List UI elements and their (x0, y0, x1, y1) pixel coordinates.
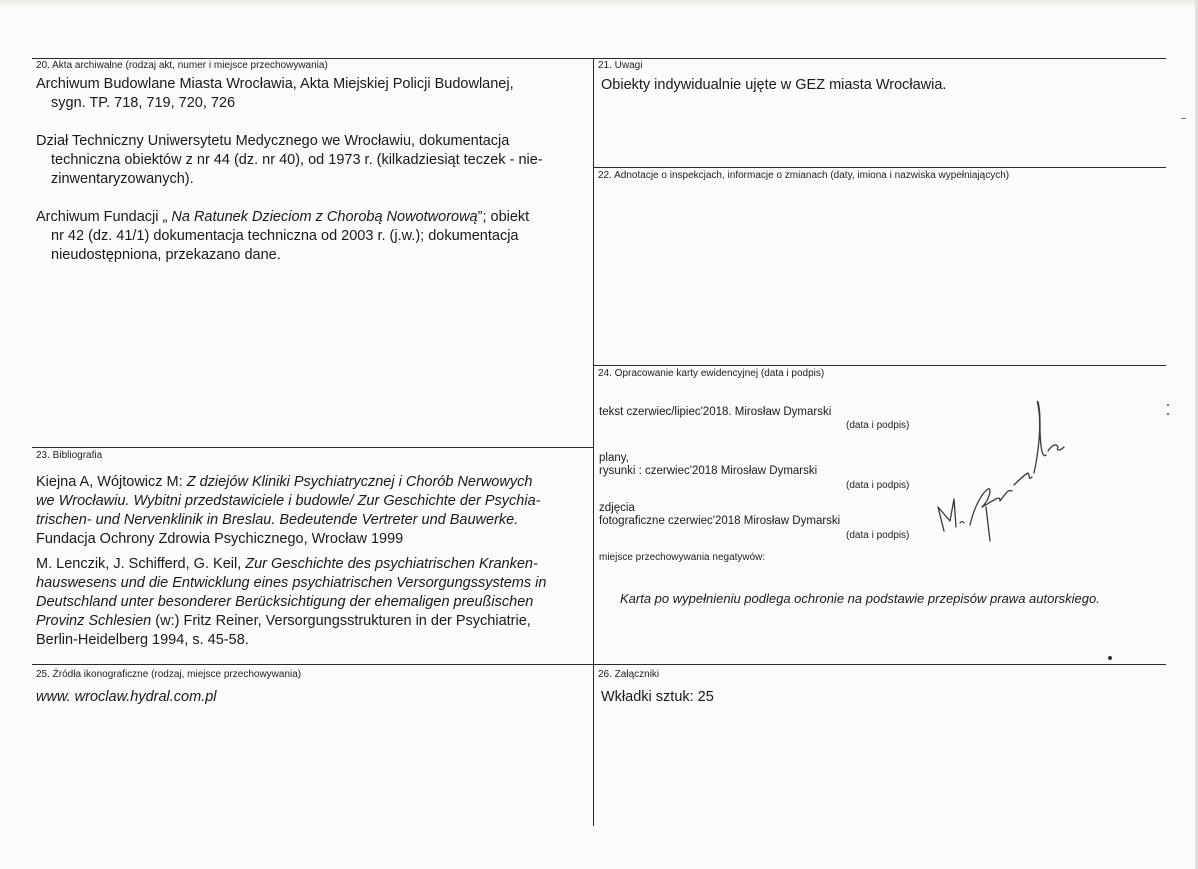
sec20-entry3-line2: nr 42 (dz. 41/1) dokumentacja techniczna od 2003 r. (j.w.); dokumentacja (51, 228, 519, 244)
sec20-entry2-line1: Dział Techniczny Uniwersytetu Medycznego we Wrocławiu, dokumentacja (36, 133, 510, 149)
rule-21-22 (594, 167, 1166, 168)
sec23-b2-line1: M. Lenczik, J. Schifferd, G. Keil, Zur Geschichte des psychiatrischen Kranken- (36, 556, 538, 572)
sec24-miejsce-negatywow: miejsce przechowywania negatywów: (599, 552, 766, 563)
sec26-label: 26. Załączniki (598, 669, 660, 680)
sec20-entry3-line1: Archiwum Fundacji „ Na Ratunek Dzieciom z Chorobą Nowotworową”; obiekt (36, 209, 530, 225)
sec24-rysunki: rysunki : czerwiec'2018 Mirosław Dymarski (599, 465, 818, 477)
sec21-label: 21. Uwagi (598, 60, 643, 71)
sec24-copyright-note: Karta po wypełnieniu podlega ochronie na podstawie przepisów prawa autorskiego. (620, 591, 1100, 606)
rule-20-23 (32, 447, 594, 448)
sec23-bibliography (36, 473, 546, 650)
sec20-entry3-line3: nieudostępniona, przekazano dane. (51, 247, 281, 263)
rule-vertical (593, 58, 594, 826)
sec23-label: 23. Bibliografia (36, 450, 103, 461)
sec25-url: www. wroclaw.hydral.com.pl (36, 689, 217, 705)
sec24-plany: plany, (599, 452, 629, 464)
scan-speck (1167, 404, 1169, 406)
sec21-text: Obiekty indywidualnie ujęte w GEZ miasta Wrocławia. (601, 77, 947, 93)
sec24-label: 24. Opracowanie karty ewidencyjnej (data i podpis) (598, 368, 825, 379)
sec26-text: Wkładki sztuk: 25 (601, 689, 714, 705)
sec20-entry1-line2: sygn. TP. 718, 719, 720, 726 (51, 95, 236, 111)
sec24-tekst: tekst czerwiec/lipiec'2018. Mirosław Dymarski (599, 406, 832, 418)
sec23-b1-line1: Kiejna A, Wójtowicz M: Z dziejów Kliniki Psychiatrycznej i Chorób Nerwowych (36, 474, 533, 490)
sec25-label: 25. Źródła ikonograficzne (rodzaj, miejsce przechowywania) (36, 669, 302, 680)
sec24-data-podpis-3: (data i podpis) (846, 530, 910, 541)
sec23-b2-line5: Berlin-Heidelberg 1994, s. 45-58. (36, 632, 249, 648)
sec22-label: 22. Adnotacje o inspekcjach, informacje o zmianach (daty, imiona i nazwiska wypełniających) (598, 170, 1010, 181)
rule-top (32, 58, 1166, 59)
sec23-b2-line4: Provinz Schlesien (w:) Fritz Reiner, Versorgungsstrukturen in der Psychiatrie, (36, 613, 531, 629)
sec23-b1-line4: Fundacja Ochrony Zdrowia Psychicznego, Wrocław 1999 (36, 531, 404, 547)
sec23-b1-line2: we Wrocławiu. Wybitni przedstawiciele i budowle/ Zur Geschichte der Psychia- (36, 493, 541, 509)
sec20-entry2-line3: zinwentaryzowanych). (51, 171, 194, 187)
sec20-entry1-line1: Archiwum Budowlane Miasta Wrocławia, Akta Miejskiej Policji Budowlanej, (36, 76, 514, 92)
handwritten-signature (930, 395, 1070, 545)
scan-speck (1181, 118, 1186, 119)
scan-top-band (0, 0, 1198, 8)
sec24-fotograficzne: fotograficzne czerwiec'2018 Mirosław Dymarski (599, 515, 841, 527)
scan-speck (1108, 656, 1112, 660)
sec20-label: 20. Akta archiwalne (rodzaj akt, numer i miejsce przechowywania) (36, 60, 328, 71)
rule-22-24 (594, 365, 1166, 366)
sec24-data-podpis-2: (data i podpis) (846, 480, 910, 491)
sec20-entry2-line2: techniczna obiektów z nr 44 (dz. nr 40), od 1973 r. (kilkadziesiąt teczek - nie- (51, 152, 543, 168)
sec24-data-podpis-1: (data i podpis) (846, 420, 910, 431)
sec20-archive-entries (36, 75, 543, 265)
rule-mid-bottom (32, 664, 1166, 665)
scan-speck (1167, 413, 1169, 415)
sec23-b1-line3: trischen- und Nervenklinik in Breslau. Bedeutende Vertreter und Bauwerke. (36, 512, 519, 528)
sec23-b2-line3: Deutschland unter besonderer Berücksichtigung der ehemaligen preußischen (36, 594, 534, 610)
sec23-b2-line2: hauswesens und die Entwicklung eines psychiatrischen Versorgungssystems in (36, 575, 547, 591)
sec24-zdjecia: zdjęcia (599, 502, 635, 514)
